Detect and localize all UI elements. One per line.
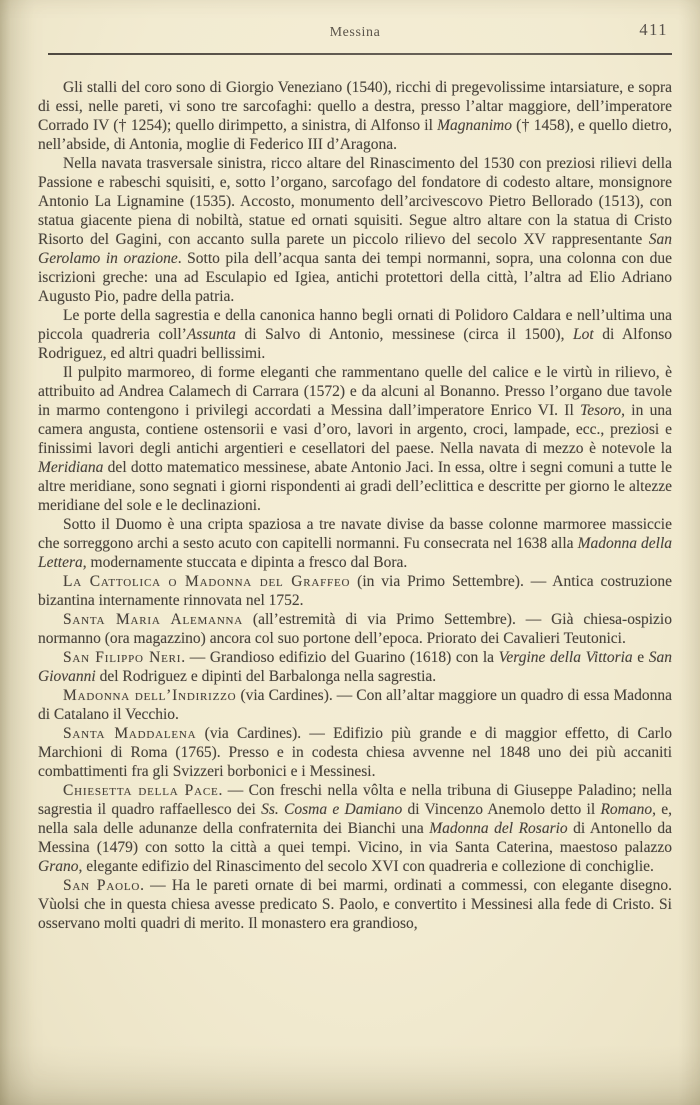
text-run: (all’estremità di via Primo Settembre). — Già chiesa-ospizio normanno (ora magazzino) ancora col suo portone dell’epoca. Priorato dei Cavalieri Teutonici. [38,611,672,647]
text-run: del Rodriguez e dipinti del Barbalonga nella sagrestia. [95,668,437,685]
italic-title: Madonna della Lettera [38,535,672,571]
paragraph [38,876,672,933]
running-title: Messina [329,25,381,40]
text-run: di Vincenzo Anemolo detto il [402,801,601,818]
text-run: , modernamente stuccata e dipinta a fresco dal Bora. [82,554,408,571]
section-heading: San Filippo Neri [63,649,182,666]
text-run: († 1458), e quello dietro, nell’abside, di Antonia, moglie di Federico III d’Aragona. [38,117,672,153]
text-run: (via Cardines). — Con all’altar maggiore un quadro di essa Madonna di Catalano il Vecchio. [38,687,672,723]
text-run: di Salvo di Antonio, messinese (circa il 1500), [235,326,574,343]
section-heading: San Paolo [63,877,141,894]
paragraph [38,363,672,515]
text-run: , e, nella sala delle adunanze della confraternita dei Bianchi una [38,801,672,837]
text-run: Le porte della sagrestia e della canonica hanno begli ornati di Polidoro Caldara e nell’ultima una piccola quadreria coll’ [38,307,672,343]
paragraph [38,686,672,724]
text-run: . Sotto pila dell’acqua santa dei tempi normanni, sopra, una colonna con due iscrizioni greche: una ad Esculapio ed Igiea, antichi protettori della città, l’altra ad Elio Adriano Augusto Pio, padre della patria. [38,250,672,305]
page-number: 411 [639,20,668,39]
paragraph [38,154,672,306]
italic-title: Tesoro [580,402,622,419]
paragraph [38,572,672,610]
text-run: Gli stalli del coro sono di Giorgio Veneziano (1540), ricchi di pregevolissime intarsiature, e sopra di essi, nelle pareti, vi sono tre sarcofaghi: quello a destra, presso l’altar maggiore, dell’imperatore Corrado IV († 1254); quello dirimpetto, a sinistra, di Alfonso il [38,79,672,134]
text-run: . — Ha le pareti ornate di bei marmi, ordinati a commessi, con elegante disegno. Vùolsi che in questa chiesa avesse predicato S. Paolo, e convertito i Messinesi alla fede di Cristo. Si osservano molti quadri di merito. Il monastero era grandioso, [38,877,672,932]
italic-title: Ss. Cosma e Damiano [261,801,403,818]
paragraph [38,648,672,686]
text-run: Il pulpito marmoreo, di forme eleganti che rammentano quelle del calice e le virtù in rilievo, è attribuito ad Andrea Calamech di Carrara (1572) e da alcuni al Bonanno. Presso l’organo due tavole in marmo contengono i privilegi accordati a Messina dall’imperatore Enrico VI. Il [38,364,672,419]
italic-title: Vergine della Vittoria [498,649,633,666]
italic-title: Grano [38,858,79,875]
section-heading: La Cattolica o Madonna del Graffeo [63,573,351,590]
paragraph [38,610,672,648]
text-run: (via Cardines). — Edifizio più grande e di maggior effetto, di Carlo Marchioni di Roma (1765). Presso e in codesta chiesa avvenne nel 1848 uno dei più accaniti combattimenti fra gli Svizzeri borbonici e i Messinesi. [38,725,672,780]
header-rule [48,53,672,55]
text-run: del dotto matematico messinese, abate Antonio Jaci. In essa, oltre i segni comuni a tutte le altre meridiane, sono segnati i giorni rispondenti ai gradi dell’eclittica e descritte per giorno le altezze meridiane del sole e le declinazioni. [38,459,672,514]
paragraph [38,306,672,363]
italic-title: Lot [573,326,594,343]
text-run: Sotto il Duomo è una cripta spaziosa a tre navate divise da basse colonne marmoree massiccie che sorreggono archi a sesto acuto con capitelli normanni. Fu consecrata nel 1638 alla [38,516,672,552]
italic-title: Madonna del Rosario [429,820,568,837]
section-heading: Madonna dell’Indirizzo [63,687,237,704]
paragraph [38,724,672,781]
italic-title: Assunta [186,326,236,343]
paragraph [38,515,672,572]
section-heading: Chiesetta della Pace [63,782,219,799]
section-heading: Santa Maria Alemanna [63,611,244,628]
text-run: (in via Primo Settembre). — Antica costruzione bizantina internamente rinnovata nel 1752. [38,573,672,609]
text-run: , in una camera angusta, contiene ostensorii e vasi d’oro, lavori in argento, croci, lampade, ecc., preziosi e finissimi lavori degli antichi argentieri e cesellatori del paese. Nella navata di mezzo è notevole la [38,402,673,457]
italic-title: Romano [600,801,653,818]
paragraph [38,781,672,876]
text-run: di Antonello da Messina (1479) con sotto la città a quei tempi. Vicino, in via Santa Caterina, maestoso palazzo [38,820,673,856]
text-run: di Alfonso Rodriguez, ed altri quadri bellissimi. [38,326,672,362]
italic-title: Magnanimo [437,117,512,134]
text-run: e [632,649,649,666]
page-body-text [38,78,672,933]
text-run: Nella navata trasversale sinistra, ricco altare del Rinascimento del 1530 con preziosi rilievi della Passione e rabeschi squisiti, e, sotto l’organo, sarcofago del fondatore di codesto altare, monsignore Antonio La Lignamine (1535). Accosto, monumento dell’arcivescovo Pietro Bellorado (1513), con statua giacente piena di nobiltà, statue ed ornati squisiti. Segue altro altare con la statua di Cristo Risorto del Gagini, con accanto sulla parete un piccolo rilievo del secolo XV rappresentante [38,155,672,248]
text-run: , elegante edifizio del Rinascimento del secolo XVI con quadreria e collezione di conchiglie. [78,858,654,875]
section-heading: Santa Maddalena [63,725,197,742]
text-run: . — Grandioso edifizio del Guarino (1618) con la [181,649,499,666]
italic-title: San Giovanni [38,649,672,685]
paragraph [38,78,672,154]
italic-title: Meridiana [38,459,104,476]
italic-title: San Gerolamo in orazione [38,231,672,267]
text-run: . — Con freschi nella vôlta e nella tribuna di Giuseppe Paladino; nella sagrestia il quadro raffaellesco dei [38,782,672,818]
